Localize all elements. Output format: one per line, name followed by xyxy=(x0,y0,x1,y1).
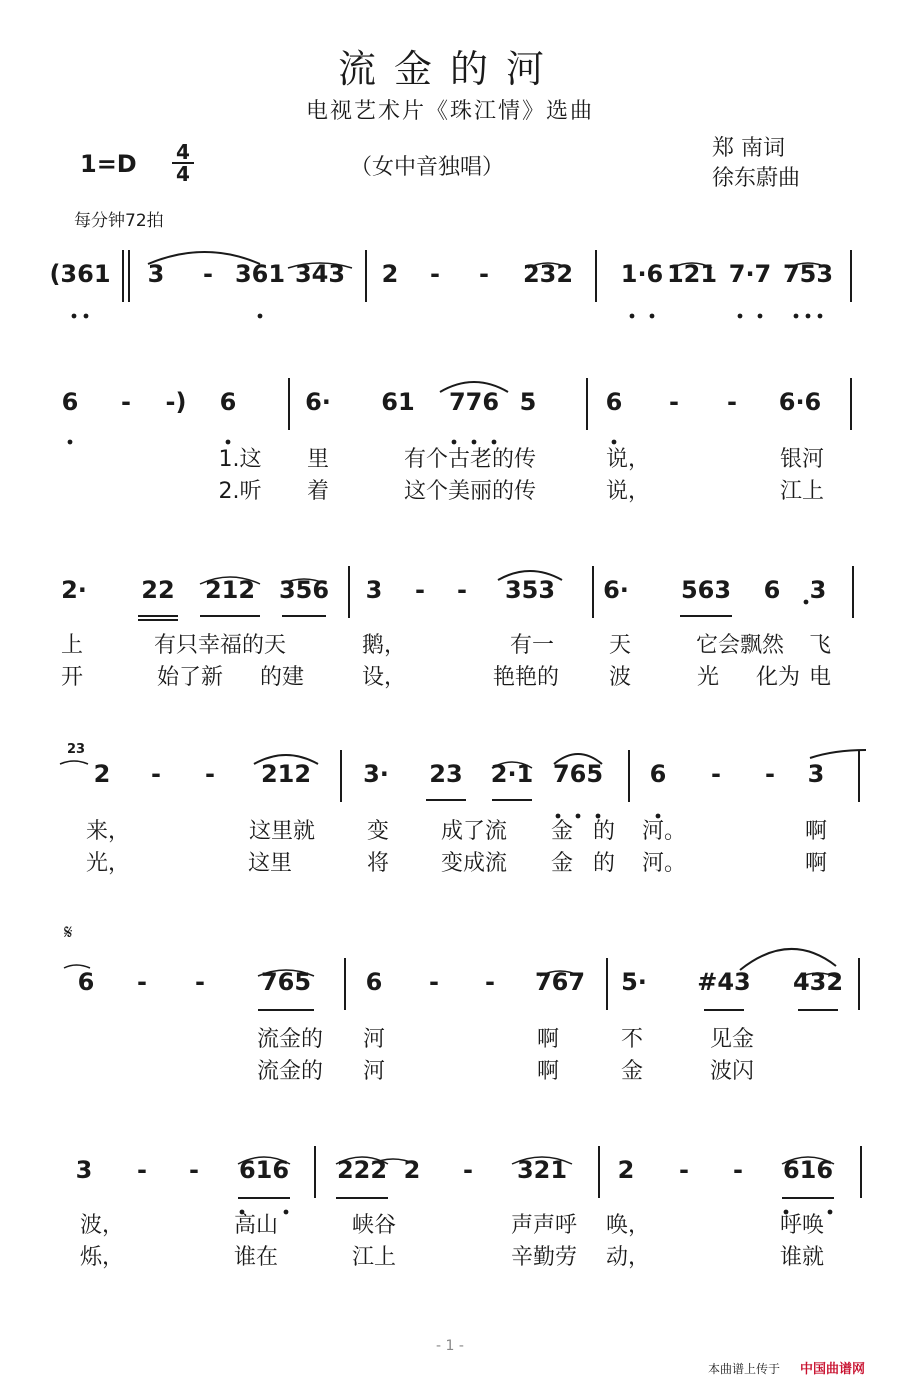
key-signature: 1=D xyxy=(80,150,137,178)
dash: - xyxy=(679,1156,689,1184)
lyric: 变成流 xyxy=(440,851,508,876)
song-subtitle: 电视艺术片《珠江情》选曲 xyxy=(305,99,594,124)
lyric: 波， xyxy=(79,1213,125,1238)
note-group: 3· xyxy=(363,760,389,788)
note-group: 767 xyxy=(534,968,586,996)
lyric: 金 xyxy=(550,851,574,876)
credits xyxy=(712,134,800,194)
dash: - xyxy=(733,1156,743,1184)
lyric: 不 xyxy=(620,1027,644,1052)
lyric: 这里就 xyxy=(248,819,316,844)
lyrics-verse-1 xyxy=(60,814,860,844)
lyric: 来， xyxy=(85,819,131,844)
lyric: 这里 xyxy=(247,851,293,876)
note-group: 6 xyxy=(61,388,79,416)
note-group: 353 xyxy=(504,576,556,604)
note-group: 361 xyxy=(234,260,286,288)
lyrics-verse-2 xyxy=(60,474,860,504)
upload-note: 本曲谱上传于 xyxy=(708,1362,781,1376)
note-group: 6 xyxy=(763,576,781,604)
note-group: 616 xyxy=(782,1156,834,1184)
dash: - xyxy=(121,388,131,416)
notation-marks xyxy=(60,922,860,1032)
lyric: 呼唤 xyxy=(779,1213,825,1238)
lyric: 波闪 xyxy=(709,1059,755,1084)
notation-marks xyxy=(60,1110,860,1220)
lyric: 辛勤劳 xyxy=(510,1245,578,1270)
lyric: 它会飘然 xyxy=(695,633,785,658)
lyric: 啊 xyxy=(804,851,828,876)
lyric: 动， xyxy=(605,1245,651,1270)
lyric: 的 xyxy=(592,851,616,876)
notation-marks xyxy=(60,342,860,452)
note-group: 7·7 xyxy=(728,260,772,288)
lyrics-verse-1 xyxy=(60,1022,860,1052)
lyric: 说， xyxy=(605,447,651,472)
lyric: 里 xyxy=(306,447,330,472)
dash: - xyxy=(137,1156,147,1184)
note-group: 6 xyxy=(77,968,95,996)
note-group: 61 xyxy=(381,388,415,416)
lyric: 声声呼 xyxy=(510,1213,578,1238)
page-number: - 1 - xyxy=(436,1338,464,1354)
note-group: 6 xyxy=(219,388,237,416)
time-signature-bottom: 4 xyxy=(176,162,190,186)
lyrics-verse-2 xyxy=(60,846,860,876)
notation-marks xyxy=(60,530,860,640)
music-system-1 xyxy=(49,250,860,310)
dash: - xyxy=(727,388,737,416)
note-group: 232 xyxy=(522,260,574,288)
music-system-3 xyxy=(60,566,860,706)
dash: - xyxy=(463,1156,473,1184)
note-group: #43 xyxy=(697,968,751,996)
lyric: 鹅， xyxy=(361,633,407,658)
lyric: 金 xyxy=(550,819,574,844)
dash: - xyxy=(195,968,205,996)
lyric: 有个古老的传 xyxy=(403,447,537,472)
lyric: 波 xyxy=(608,665,632,690)
dash: - xyxy=(415,576,425,604)
lyric: 上 xyxy=(60,633,84,658)
lyric: 谁就 xyxy=(779,1245,825,1270)
tempo-marking: 每分钟72拍 xyxy=(74,211,164,231)
notation-marks xyxy=(60,714,860,824)
note-group: 3 xyxy=(365,576,383,604)
note-group: 3 xyxy=(807,760,825,788)
dash: - xyxy=(485,968,495,996)
dash: - xyxy=(457,576,467,604)
lyric: 开 xyxy=(60,665,84,690)
note-group: 212 xyxy=(204,576,256,604)
lyrics-verse-2 xyxy=(60,1240,860,1270)
lyric: 高山 xyxy=(233,1213,279,1238)
song-title: 流金的河 xyxy=(337,47,562,91)
lyricist: 郑 南词 xyxy=(712,136,785,161)
grace-notes: 23 xyxy=(66,742,86,757)
lyric: 唤， xyxy=(605,1213,651,1238)
lyric: 江上 xyxy=(779,479,825,504)
note-group: 3 xyxy=(75,1156,93,1184)
lyric: 谁在 xyxy=(233,1245,279,1270)
dash: - xyxy=(479,260,489,288)
note-group: 5 xyxy=(519,388,537,416)
site-logo: 中国曲谱网 xyxy=(800,1362,866,1377)
dash: - xyxy=(669,388,679,416)
note-group: 6 xyxy=(649,760,667,788)
notation-marks xyxy=(60,214,860,324)
note-group: 6· xyxy=(603,576,629,604)
time-signature-top: 4 xyxy=(176,140,190,164)
note-group: 776 xyxy=(448,388,500,416)
composer: 徐东蔚曲 xyxy=(712,166,801,191)
note-group: 616 xyxy=(238,1156,290,1184)
lyric: 设， xyxy=(361,665,407,690)
lyrics-verse-2 xyxy=(60,1054,860,1084)
lyric: 金 xyxy=(620,1059,644,1084)
lyric: 见金 xyxy=(709,1027,755,1052)
note-group: 2 xyxy=(93,760,111,788)
lyric: 流金的 xyxy=(256,1027,324,1052)
note-group: 6· xyxy=(305,388,331,416)
note-group: 6 xyxy=(365,968,383,996)
note-group: 1·6 xyxy=(620,260,664,288)
music-system-4 xyxy=(60,742,860,890)
lyric: 流金的 xyxy=(256,1059,324,1084)
lyric: 河。 xyxy=(641,819,687,844)
dash: - xyxy=(151,760,161,788)
note-group: 2 xyxy=(381,260,399,288)
note-group: 563 xyxy=(680,576,732,604)
lyric: 峡谷 xyxy=(351,1213,397,1238)
lyrics-verse-1 xyxy=(60,1208,860,1238)
lyric: 啊 xyxy=(536,1059,560,1084)
dash: - xyxy=(711,760,721,788)
note-group: 6 xyxy=(605,388,623,416)
dash: - xyxy=(430,260,440,288)
lyric: 变 xyxy=(366,819,390,844)
lyric: 天 xyxy=(608,633,632,658)
dash: - xyxy=(205,760,215,788)
dash: - xyxy=(189,1156,199,1184)
music-system-5 xyxy=(60,958,860,1098)
dash: - xyxy=(429,968,439,996)
lyric: 艳艳的 xyxy=(492,665,560,690)
note-group: 2 xyxy=(403,1156,421,1184)
note-group: 432 xyxy=(792,968,844,996)
note-group: 5· xyxy=(621,968,647,996)
lyric: 河 xyxy=(362,1059,386,1084)
note-group: 356 xyxy=(278,576,330,604)
lyric: 始了新 xyxy=(156,665,224,690)
dash: -) xyxy=(165,388,187,416)
lyrics-verse-1 xyxy=(60,628,860,658)
lyric: 着 xyxy=(306,479,330,504)
lyric: 2.听 xyxy=(218,479,262,504)
lyric: 有一 xyxy=(509,633,555,658)
lyric: 江上 xyxy=(351,1245,397,1270)
lyric: 烁， xyxy=(79,1245,125,1270)
lyric: 银河 xyxy=(779,447,825,472)
lyric: 成了流 xyxy=(440,819,508,844)
note-group: 765 xyxy=(260,968,312,996)
dash: - xyxy=(765,760,775,788)
note-group: 3 xyxy=(147,260,165,288)
lyric: 河。 xyxy=(641,851,687,876)
segno-sign: 𝄋 xyxy=(64,920,73,944)
lyric: 化为 xyxy=(755,665,801,690)
time-signature xyxy=(172,142,194,184)
note-group: 321 xyxy=(516,1156,568,1184)
lyric: 啊 xyxy=(536,1027,560,1052)
note-group: 765 xyxy=(552,760,604,788)
lyric: 有只幸福的天 xyxy=(153,633,287,658)
lyrics-verse-1 xyxy=(60,442,860,472)
note-group: 222 xyxy=(336,1156,388,1184)
note-group: 2· xyxy=(61,576,87,604)
lyric: 河 xyxy=(362,1027,386,1052)
note-group: 23 xyxy=(429,760,463,788)
lyric: 的建 xyxy=(259,665,305,690)
note-group: 2 xyxy=(617,1156,635,1184)
note-group: 22 xyxy=(141,576,175,604)
lyric: 电 xyxy=(808,665,832,690)
note-group: 6·6 xyxy=(778,388,822,416)
lyric: 1.这 xyxy=(218,447,262,472)
dash: - xyxy=(137,968,147,996)
dash: - xyxy=(203,260,213,288)
music-system-6 xyxy=(60,1146,860,1286)
barline xyxy=(860,1146,862,1198)
lyric: 这个美丽的传 xyxy=(403,479,537,504)
lyric: 啊 xyxy=(804,819,828,844)
lyric: 光， xyxy=(85,851,131,876)
note-group: 2·1 xyxy=(490,760,534,788)
lyric: 说， xyxy=(605,479,651,504)
lyrics-verse-2 xyxy=(60,660,860,690)
voice-type: （女中音独唱） xyxy=(350,155,505,180)
note-group: 121 xyxy=(666,260,718,288)
lyric: 光 xyxy=(696,665,720,690)
note-group: 212 xyxy=(260,760,312,788)
note-group: 343 xyxy=(294,260,346,288)
note-group: 3 xyxy=(809,576,827,604)
lyric: 的 xyxy=(592,819,616,844)
note-group: (361 xyxy=(49,260,111,288)
lyric: 飞 xyxy=(808,633,832,658)
music-system-2 xyxy=(60,378,860,518)
lyric: 将 xyxy=(366,851,390,876)
note-group: 753 xyxy=(782,260,834,288)
